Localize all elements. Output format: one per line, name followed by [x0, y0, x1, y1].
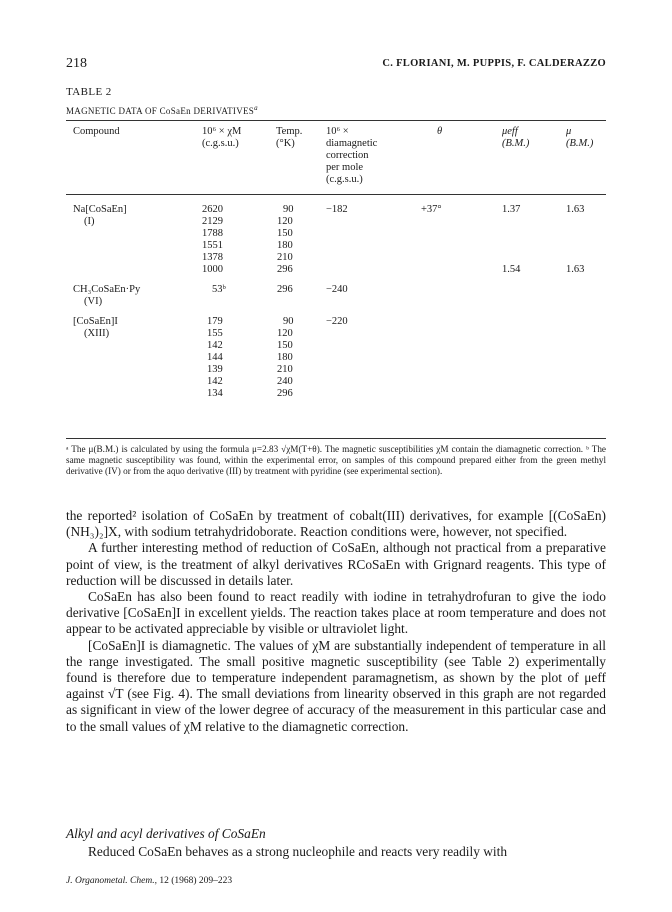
cell-temp: 180	[277, 352, 293, 363]
header-dia: 10⁶ × diamagnetic correction per mole (c.g.s.u.)	[326, 126, 378, 185]
table-caption	[66, 104, 258, 116]
cell-temp: 210	[277, 364, 293, 375]
table-top-rule	[66, 120, 606, 121]
cell-dia: −182	[326, 204, 348, 215]
cell-chi: 179	[207, 316, 223, 327]
paragraph: CoSaEn has also been found to react readily with iodine in tetrahydrofuran to give the iodo derivative [CoSaEn]I in excellent yields. The reaction takes place at room temperature and does not appear to be activated appreciable by visible or ultraviolet light.	[66, 589, 606, 637]
cell-temp: 180	[277, 240, 293, 251]
cell-chi: 139	[207, 364, 223, 375]
cell-mueff: 1.54	[502, 264, 521, 275]
cell-mu: 1.63	[566, 204, 585, 215]
cell-chi: 1551	[202, 240, 223, 251]
header-compound: Compound	[73, 126, 120, 137]
page-number: 218	[66, 56, 87, 71]
table-caption-text: MAGNETIC DATA OF CoSaEn DERIVATIVES	[66, 106, 255, 116]
body-text	[66, 508, 606, 735]
table-caption-mark: a	[254, 104, 258, 112]
table-footnote	[66, 444, 606, 477]
cell-chi: 2129	[202, 216, 223, 227]
cell-temp: 150	[277, 228, 293, 239]
header-theta: θ	[437, 126, 443, 137]
paragraph: A further interesting method of reduction of CoSaEn, although not practical from a preparative point of view, is the treatment of alkyl derivatives RCoSaEn with Grignard reagents. This type of reduction will be discussed in details later.	[66, 540, 606, 588]
cell-chi: 142	[207, 340, 223, 351]
header-chi: 10⁶ × χM (c.g.s.u.)	[202, 126, 242, 149]
journal-footer	[66, 876, 232, 886]
paragraph: Reduced CoSaEn behaves as a strong nucleophile and reacts very readily with	[88, 844, 508, 859]
cell-theta: +37°	[421, 204, 442, 215]
cell-chi: 142	[207, 376, 223, 387]
cell-chi: 1378	[202, 252, 223, 263]
cell-chi: 1000	[202, 264, 223, 275]
cell-chi: 155	[207, 328, 223, 339]
table-label: TABLE 2	[66, 86, 112, 98]
cell-temp: 296	[277, 264, 293, 275]
header-mu: μ (B.M.)	[566, 126, 594, 149]
paragraph: the reported² isolation of CoSaEn by treatment of cobalt(III) derivatives, for example [(CoSaEn)(NH₃)₂]X, with sodium tetrahydridoborate. Reaction conditions were, however, not specified.	[66, 508, 606, 540]
cell-temp: 240	[277, 376, 293, 387]
cell-chi: 144	[207, 352, 223, 363]
cell-chi: 2620	[202, 204, 223, 215]
cell-temp: 296	[277, 388, 293, 399]
cell-temp: 150	[277, 340, 293, 351]
journal-citation: 12 (1968) 209–223	[159, 876, 233, 886]
paragraph: [CoSaEn]I is diamagnetic. The values of χM are substantially independent of temperature in all the range investigated. The small positive magnetic susceptibility (see Table 2) experimentally found is therefore due to temperature independent paramagnetism, as shown by the plot of μeff against √T (see Fig. 4). The small deviations from linearity observed in this graph are not regarded as significant in view of the lower degree of accuracy of the measurement in this particular case and to the small values of χM relative to the diamagnetic correction.	[66, 637, 606, 734]
cell-mueff: 1.37	[502, 204, 521, 215]
cell-chi: 134	[207, 388, 223, 399]
compound-name: CH₃CoSaEn·Py	[73, 284, 141, 295]
section-heading: Alkyl and acyl derivatives of CoSaEn	[66, 826, 266, 841]
cell-temp: 296	[277, 284, 293, 295]
running-head: C. FLORIANI, M. PUPPIS, F. CALDERAZZO	[382, 58, 606, 69]
header-temp: Temp. (°K)	[276, 126, 303, 149]
header-mueff: μeff (B.M.)	[502, 126, 530, 149]
cell-chi: 53ᵇ	[212, 284, 226, 295]
cell-temp: 90	[283, 204, 294, 215]
table-header-rule	[66, 194, 606, 195]
compound-label: (I)	[84, 216, 95, 227]
table-bottom-rule	[66, 438, 606, 439]
compound-name: [CoSaEn]I	[73, 316, 118, 327]
cell-temp: 120	[277, 216, 293, 227]
cell-temp: 210	[277, 252, 293, 263]
cell-dia: −220	[326, 316, 348, 327]
journal-name: J. Organometal. Chem.,	[66, 876, 157, 886]
cell-temp: 90	[283, 316, 294, 327]
cell-chi: 1788	[202, 228, 223, 239]
cell-temp: 120	[277, 328, 293, 339]
cell-mu: 1.63	[566, 264, 585, 275]
table-footnote-text: ᵃ The μ(B.M.) is calculated by using the formula μ=2.83 √χM(T+θ). The magnetic susceptibilities χM contain the diamagnetic correction. ᵇ The same magnetic susceptibility was found, within the experimental error, on samples of this compound prepared either from the green methyl derivative (IV) or from the aquo derivative (III) by treatment with pyridine (see experimental section).	[66, 444, 606, 476]
compound-label: (XIII)	[84, 328, 110, 339]
compound-name: Na[CoSaEn]	[73, 204, 127, 215]
cell-dia: −240	[326, 284, 348, 295]
compound-label: (VI)	[84, 296, 103, 307]
